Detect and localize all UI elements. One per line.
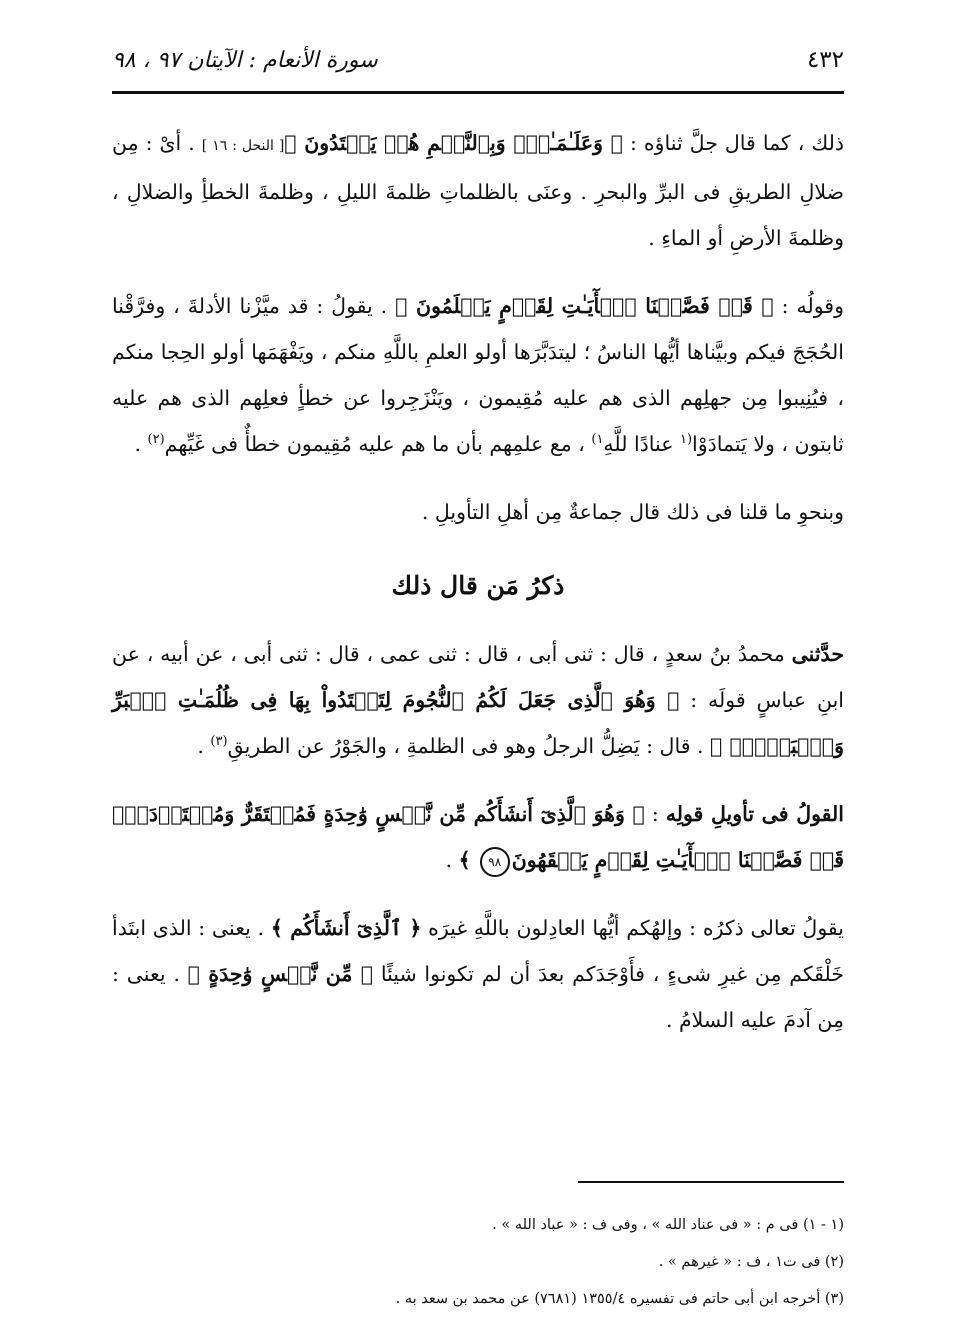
header-divider <box>112 91 844 94</box>
ayah-number-medallion: ٩٨ <box>480 847 510 877</box>
paragraph-text: . <box>197 734 211 758</box>
quran-verse: ﴿ وَعَلَـٰمَـٰتٍۚ وَبِٱلنَّجۡمِ هُمۡ يَهۡتَدُونَ ﴾ <box>284 131 623 155</box>
quran-verse: ﴿ ٱلَّذِىٓ أَنشَأَكُم ﴾ <box>270 916 422 940</box>
narration-lead: حدَّثنى <box>791 642 844 666</box>
footnote-marker[interactable]: (٣) <box>210 734 228 750</box>
paragraph-text: . أىْ : مِن ضلالِ الطريقِ فى البرِّ والبحرِ . وعنَى بالظلماتِ ظلمةَ الليلِ ، وظلمةَ الخطأِ والضلالِ ، وظلمةَ الأرضِ أو الماءِ . <box>112 131 844 250</box>
paragraph-2 <box>112 283 844 467</box>
page-number: ٤٣٢ <box>806 47 844 73</box>
footnote-1: (١ - ١) فى م : « فى عناد الله » ، وفى ف : « عباد الله » . <box>492 1217 844 1233</box>
paragraph-4 <box>112 631 844 769</box>
verse-close: ﴾ <box>458 848 478 872</box>
quran-verse: ﴿ وَهُوَ ٱلَّذِى جَعَلَ لَكُمُ ٱلنُّجُومَ لِتَهۡتَدُواْ بِهَا فِى ظُلُمَـٰتِ ٱلۡبَرِّ وَٱلۡبَحۡرِۗ ﴾ <box>112 688 844 758</box>
paragraph-text: . قال : يَضِلُّ الرجلُ وهو فى الظلمةِ ، والجَوْرُ عن الطريقِ <box>227 734 711 758</box>
running-header <box>112 40 844 80</box>
footnote-2: (٢) فى ت١ ، ف : « غيرهم » . <box>658 1254 844 1270</box>
paragraph-text: . <box>134 432 148 456</box>
paragraph-text: : <box>644 802 666 826</box>
footnote-marker[interactable]: (١ <box>679 432 693 448</box>
paragraph-text: . يقولُ : قد ميَّزْنا الأدلةَ ، وفرَّقْنا الحُجَجَ فيكم وبيَّناها أيُّها الناسُ ؛ ليتدَبَّرَها أولو العلمِ باللَّهِ منكم ، ويَفْهَمَها أولو الحِجا منكم ، فيُنِيبوا مِن جهلِهم الذى هم عليه مُقِيمون ، ويَنْزَجِروا عن خطأٍ فعلِهم الذى هم عليه ثابتون ، ولا يَتمادَوْا <box>112 294 844 456</box>
paragraph-text: . يعنى : مِن آدمَ عليه السلامُ . <box>112 962 844 1032</box>
paragraph-text: محمدُ بنُ سعدٍ ، قال : ثنى أبى ، قال : ثنى عمى ، قال : ثنى أبى ، عن أبيه ، عن ابنِ عباسٍ قولَه : <box>112 642 845 712</box>
footnote-3: (٣) أخرجه ابن أبى حاتم فى تفسيره ١٣٥٥/٤ (٧٦٨١) عن محمد بن سعد به . <box>395 1291 844 1307</box>
main-text <box>112 120 844 1065</box>
surah-title: سورة الأنعام : الآيتان ٩٧ ، ٩٨ <box>112 47 378 73</box>
quran-verse: ﴿ مِّن نَّفۡسٍ وَٰحِدَةٍ ﴾ <box>187 962 374 986</box>
paragraph-text: عنادًا للَّهِ <box>603 432 680 456</box>
paragraph-text: . يعنى : الذى ابتَدأ خَلْقَكم مِن غيرِ شىءٍ ، فأَوْجَدَكم بعدَ أن لم تكونوا شيئًا <box>112 916 845 986</box>
verse-reference: [ النحل : ١٦ ] <box>201 138 285 154</box>
paragraph-3: وبنحوِ ما قلنا فى ذلك قال جماعةٌ مِن أهلِ التأويلِ . <box>421 500 844 524</box>
paragraph-text: وقولُه : <box>773 294 844 318</box>
paragraph-text: ذلك ، كما قال جلَّ ثناؤه : <box>622 131 844 155</box>
paragraph-6 <box>112 905 844 1043</box>
paragraph-1 <box>112 120 844 261</box>
footnotes <box>112 1207 844 1318</box>
section-heading: ذكرُ مَن قال ذلك <box>391 571 565 600</box>
section-lead: القولُ فى تأويلِ قولِه <box>665 802 844 826</box>
footnote-divider <box>578 1181 844 1183</box>
footnote-marker[interactable]: ١) <box>591 432 604 448</box>
paragraph-text: يقولُ تعالى ذكرُه : وإلهُكم أيُّها العادِلون باللَّهِ غيرَه <box>421 916 844 940</box>
quran-verse: ﴿ وَهُوَ ٱلَّذِىٓ أَنشَأَكُم مِّن نَّفۡسٍ وَٰحِدَةٍ فَمُسۡتَقَرٌّ وَمُسۡتَوۡدَعٌۗ قَدۡ فَصَّلۡنَا ٱلۡأٓيَـٰتِ لِقَوۡمٍ يَفۡقَهُونَ <box>112 802 844 872</box>
paragraph-text: . <box>445 848 459 872</box>
quran-verse: ﴿ قَدۡ فَصَّلۡنَا ٱلۡأٓيَـٰتِ لِقَوۡمٍ يَعۡلَمُونَ ﴾ <box>395 294 774 318</box>
paragraph-5 <box>112 791 844 883</box>
paragraph-text: ، مع علمِهم بأن ما هم عليه مُقِيمون خطأٌ فى غَيِّهم <box>164 432 592 456</box>
footnote-marker[interactable]: (٢) <box>147 432 165 448</box>
